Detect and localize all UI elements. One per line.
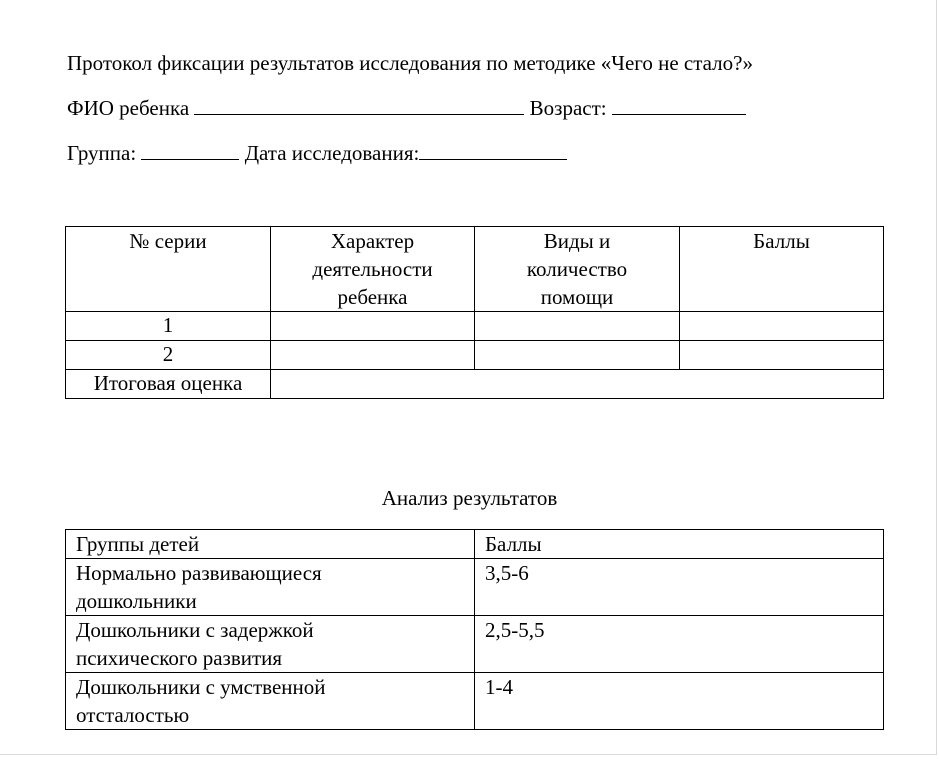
age-label: Возраст:	[529, 96, 607, 120]
group-cell: Дошкольники с задержкой психического развития	[66, 616, 475, 673]
activity-cell[interactable]	[271, 341, 475, 370]
group-blank[interactable]	[141, 157, 239, 160]
help-cell[interactable]	[475, 312, 680, 341]
protocol-header-row	[66, 227, 884, 312]
table-row	[66, 673, 884, 730]
date-blank[interactable]	[419, 157, 567, 160]
analysis-table	[65, 529, 884, 730]
score-cell[interactable]	[680, 341, 884, 370]
protocol-table	[65, 226, 884, 399]
header-groups: Группы детей	[66, 530, 475, 559]
fio-line	[67, 96, 746, 120]
total-row	[66, 370, 884, 399]
table-row	[66, 616, 884, 673]
score-cell[interactable]	[680, 312, 884, 341]
header-activity: Характер деятельности ребенка	[271, 227, 475, 312]
activity-cell[interactable]	[271, 312, 475, 341]
group-line	[67, 141, 567, 165]
analysis-header-row	[66, 530, 884, 559]
header-points: Баллы	[475, 530, 884, 559]
series-cell: 2	[66, 341, 271, 370]
fio-blank[interactable]	[194, 112, 524, 115]
total-value-cell[interactable]	[271, 370, 884, 399]
table-row	[66, 341, 884, 370]
help-cell[interactable]	[475, 341, 680, 370]
date-label: Дата исследования:	[244, 141, 420, 165]
group-cell: Дошкольники с умственной отсталостью	[66, 673, 475, 730]
group-cell: Нормально развивающиеся дошкольники	[66, 559, 475, 616]
table-row	[66, 559, 884, 616]
analysis-title: Анализ результатов	[381, 486, 558, 510]
age-blank[interactable]	[612, 112, 746, 115]
header-help: Виды и количество помощи	[475, 227, 680, 312]
series-cell: 1	[66, 312, 271, 341]
points-cell: 1-4	[475, 673, 884, 730]
table-row	[66, 312, 884, 341]
document-title: Протокол фиксации результатов исследования по методике «Чего не стало?»	[67, 51, 753, 75]
points-cell: 3,5-6	[475, 559, 884, 616]
header-series: № серии	[66, 227, 271, 312]
fio-label: ФИО ребенка	[67, 96, 190, 120]
total-label: Итоговая оценка	[66, 370, 271, 399]
points-cell: 2,5-5,5	[475, 616, 884, 673]
group-label: Группа:	[67, 141, 137, 165]
header-score: Баллы	[680, 227, 884, 312]
